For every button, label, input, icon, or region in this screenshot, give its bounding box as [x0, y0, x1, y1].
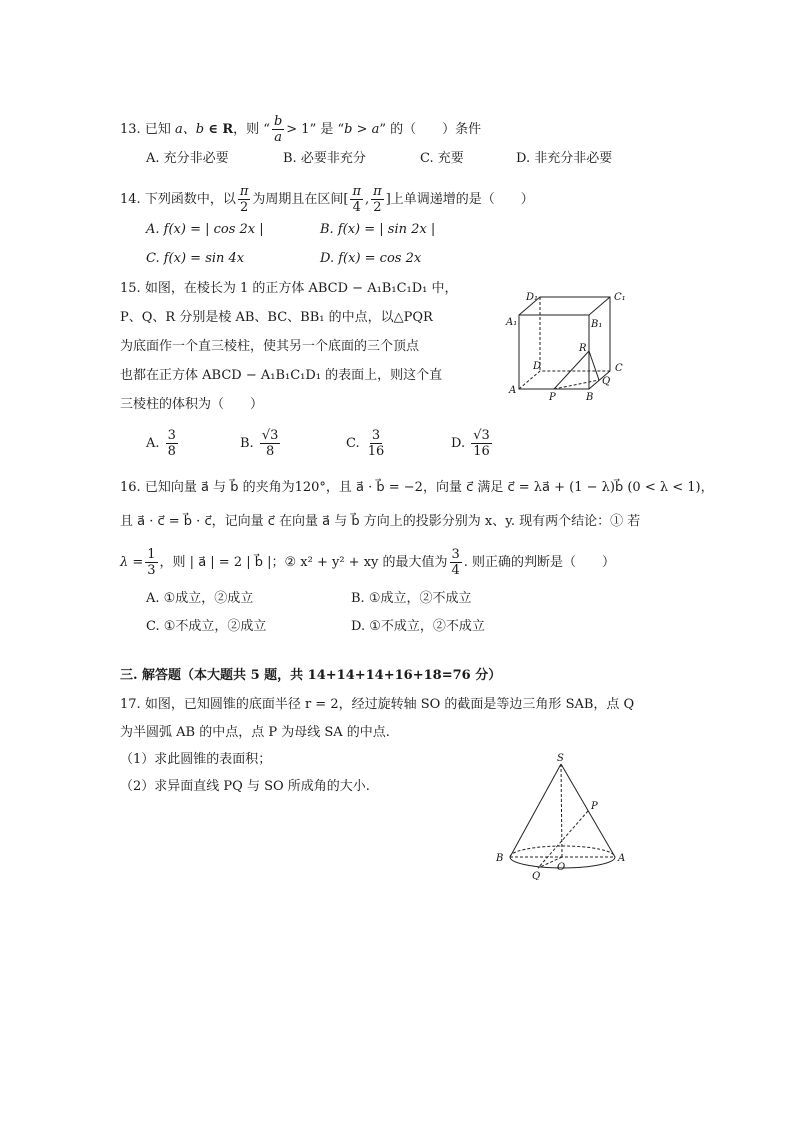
q16-line-3-c: . 则正确的判断是（ ）: [463, 555, 616, 570]
q13-stem-c: ” 是 “: [309, 122, 345, 137]
q13-frac-num: b: [273, 114, 283, 129]
q13-fraction: [272, 114, 284, 145]
q15-line-2: P、Q、R 分别是棱 AB、BC、BB₁ 的中点，以△PQR: [120, 310, 433, 325]
q15-option-c-letter: C.: [346, 436, 360, 451]
q13-option-d[interactable]: D. 非充分非必要: [516, 151, 613, 166]
label-a: A: [618, 853, 626, 864]
q13-number: 13.: [120, 122, 141, 137]
q15-line-4: 也都在正方体 ABCD − A₁B₁C₁D₁ 的表面上，则这个直: [120, 368, 443, 383]
q13-option-a[interactable]: A. 充分非必要: [146, 151, 229, 166]
q13-stem-b: ，则 “: [233, 122, 270, 137]
label-q: Q: [532, 871, 541, 880]
q14-period-fraction: [238, 184, 251, 215]
q16-max-fraction: [450, 547, 462, 578]
q14-two: 2: [239, 200, 249, 215]
label-b: B: [496, 853, 504, 864]
q14-number: 14.: [120, 192, 141, 207]
q15-b-num: √3: [261, 428, 279, 443]
q16-lam-num: 1: [147, 547, 156, 562]
q14-stem-c: ]上单调递增的是（ ）: [385, 192, 534, 207]
q16-line-2: 且 a⃗ · c⃗ = b⃗ · c⃗，记向量 c⃗ 在向量 a⃗ 与 b⃗ 方向上的投影分别为 x、y. 现有两个结论：① 若: [120, 514, 641, 529]
q15-option-d-fraction: [471, 428, 492, 459]
label-a: A: [509, 385, 517, 396]
q15-option-d[interactable]: [451, 428, 494, 459]
q16-max-den: 4: [451, 563, 460, 578]
q15-d-num: √3: [473, 428, 490, 443]
q14-option-c[interactable]: C. f(x) = sin 4x: [146, 251, 245, 266]
label-c1: C₁: [614, 292, 626, 303]
label-p: P: [591, 801, 598, 812]
q14-interval-start: [350, 184, 363, 215]
q13-stem-d: ” 的（ ）条件: [379, 122, 482, 137]
q14-option-a[interactable]: A. f(x) = | cos 2x |: [146, 222, 264, 237]
cone-slant-left: [510, 764, 561, 857]
q15-option-b-letter: B.: [240, 436, 254, 451]
cone-slant-right: [561, 764, 615, 857]
q17-line-1-text: 如图，已知圆锥的底面半径 r = 2，经过旋转轴 SO 的截面是等边三角形 SAB，点 Q: [144, 697, 635, 712]
q14-stem-a: 下列函数中，以: [144, 192, 236, 207]
q17-line-1: [120, 697, 634, 713]
q13-stem: [120, 114, 481, 145]
q15-c-num: 3: [371, 428, 381, 443]
q16-option-a[interactable]: A. ①成立，②成立: [146, 591, 254, 606]
q14-pi: π: [239, 184, 249, 199]
q16-line-1: [120, 480, 714, 496]
q13-gt1: > 1: [286, 122, 310, 137]
q15-line-1-text: 如图，在棱长为 1 的正方体 ABCD − A₁B₁C₁D₁ 中，: [144, 281, 458, 296]
q13-vars: a、b: [174, 122, 205, 137]
q14-interval-end: [371, 184, 384, 215]
label-q: Q: [602, 376, 611, 387]
label-d1: D₁: [526, 292, 539, 303]
q17-part-2: （2）求异面直线 PQ 与 SO 所成角的大小.: [120, 779, 370, 794]
q14-int-a-num: π: [352, 184, 362, 199]
segment-pq: [538, 811, 588, 868]
q14-int-a-den: 4: [352, 200, 361, 215]
q17-part-1: （1）求此圆锥的表面积；: [120, 752, 272, 767]
q15-c-den: 16: [367, 444, 385, 459]
q14-int-b-den: 2: [373, 200, 382, 215]
q14-stem-b: 为周期且在区间[: [252, 192, 349, 207]
q14-option-d[interactable]: D. f(x) = cos 2x: [320, 251, 422, 266]
q15-option-d-letter: D.: [451, 436, 466, 451]
cone-axis-so: [561, 764, 562, 857]
label-p: P: [549, 392, 556, 403]
q16-max-num: 3: [451, 547, 460, 562]
q16-line-3: [120, 547, 615, 578]
q13-stem-a: 已知: [144, 122, 171, 137]
q15-cube-figure: [502, 285, 652, 415]
label-o: O: [557, 862, 566, 873]
q13-b-gt-a: b > a: [344, 122, 380, 137]
q14-stem: 14. 下列函数中，以 $\frac{\pi}{2}$ 为周期且在区间[ $\frac{\pi}{4}$ , $\frac{\pi}{2}$ ]上单调递增的是（ ）: [120, 184, 534, 215]
q16-option-b[interactable]: B. ①成立，②不成立: [351, 591, 472, 606]
q15-option-b-fraction: [260, 428, 281, 459]
label-d: D: [533, 361, 542, 372]
q13-in-r: ∈ R: [208, 122, 234, 137]
q16-lambda: λ =: [120, 555, 144, 570]
label-a1: A₁: [506, 317, 518, 328]
label-b1: B₁: [591, 319, 603, 330]
label-r: R: [579, 343, 587, 354]
q15-option-a-letter: A.: [146, 436, 160, 451]
q15-line-3: 为底面作一个直三棱柱，使其另一个底面的三个顶点: [120, 339, 420, 354]
q15-option-c[interactable]: [346, 428, 388, 459]
q16-lam-den: 3: [147, 563, 156, 578]
label-s: S: [557, 753, 564, 764]
q15-d-den: 16: [473, 444, 490, 459]
q13-option-c[interactable]: C. 充要: [420, 151, 464, 166]
q17-line-2: 为半圆弧 AB 的中点，点 P 为母线 SA 的中点.: [120, 725, 390, 740]
q16-number: 16.: [120, 480, 141, 495]
label-c: C: [615, 363, 623, 374]
q14-option-b[interactable]: B. f(x) = | sin 2x |: [320, 222, 436, 237]
q15-option-a[interactable]: [146, 428, 180, 459]
edge-r-q: [589, 351, 599, 380]
q14-int-b-num: π: [373, 184, 382, 199]
q17-cone-figure: [490, 750, 640, 880]
q15-option-a-fraction: [166, 428, 178, 459]
q15-line-1: [120, 281, 458, 297]
q16-line-1-text: 已知向量 a⃗ 与 b⃗ 的夹角为120°，且 a⃗ · b⃗ = −2，向量 c⃗ 满足 c⃗ = λa⃗ + (1 − λ)b⃗ (0 < λ < 1)，: [144, 480, 714, 495]
q17-number: 17.: [120, 697, 141, 712]
q15-number: 15.: [120, 281, 141, 296]
cube-edge-b1-c1: [589, 297, 610, 315]
q16-line-3-b: ，则 | a⃗ | = 2 | b⃗ |；② x² + y² + xy 的最大值为: [159, 555, 448, 570]
cone-base-back: [510, 846, 615, 857]
q13-frac-den: a: [274, 130, 282, 145]
q15-a-num: 3: [167, 428, 176, 443]
cube-back-edges: [519, 297, 610, 389]
q15-line-5: 三棱柱的体积为（ ）: [120, 397, 264, 412]
q15-option-b[interactable]: [240, 428, 282, 459]
q15-b-den: 8: [265, 444, 275, 459]
q15-option-c-fraction: [366, 428, 387, 459]
q16-option-c[interactable]: C. ①不成立，②成立: [146, 619, 267, 634]
q16-option-d[interactable]: D. ①不成立，②不成立: [351, 619, 485, 634]
q16-lambda-fraction: [145, 547, 157, 578]
q13-option-b[interactable]: B. 必要非充分: [283, 151, 366, 166]
q15-a-den: 8: [167, 444, 176, 459]
section-3-title: 三. 解答题（本大题共 5 题，共 14+14+14+16+18=76 分）: [120, 668, 502, 683]
label-b: B: [586, 392, 594, 403]
